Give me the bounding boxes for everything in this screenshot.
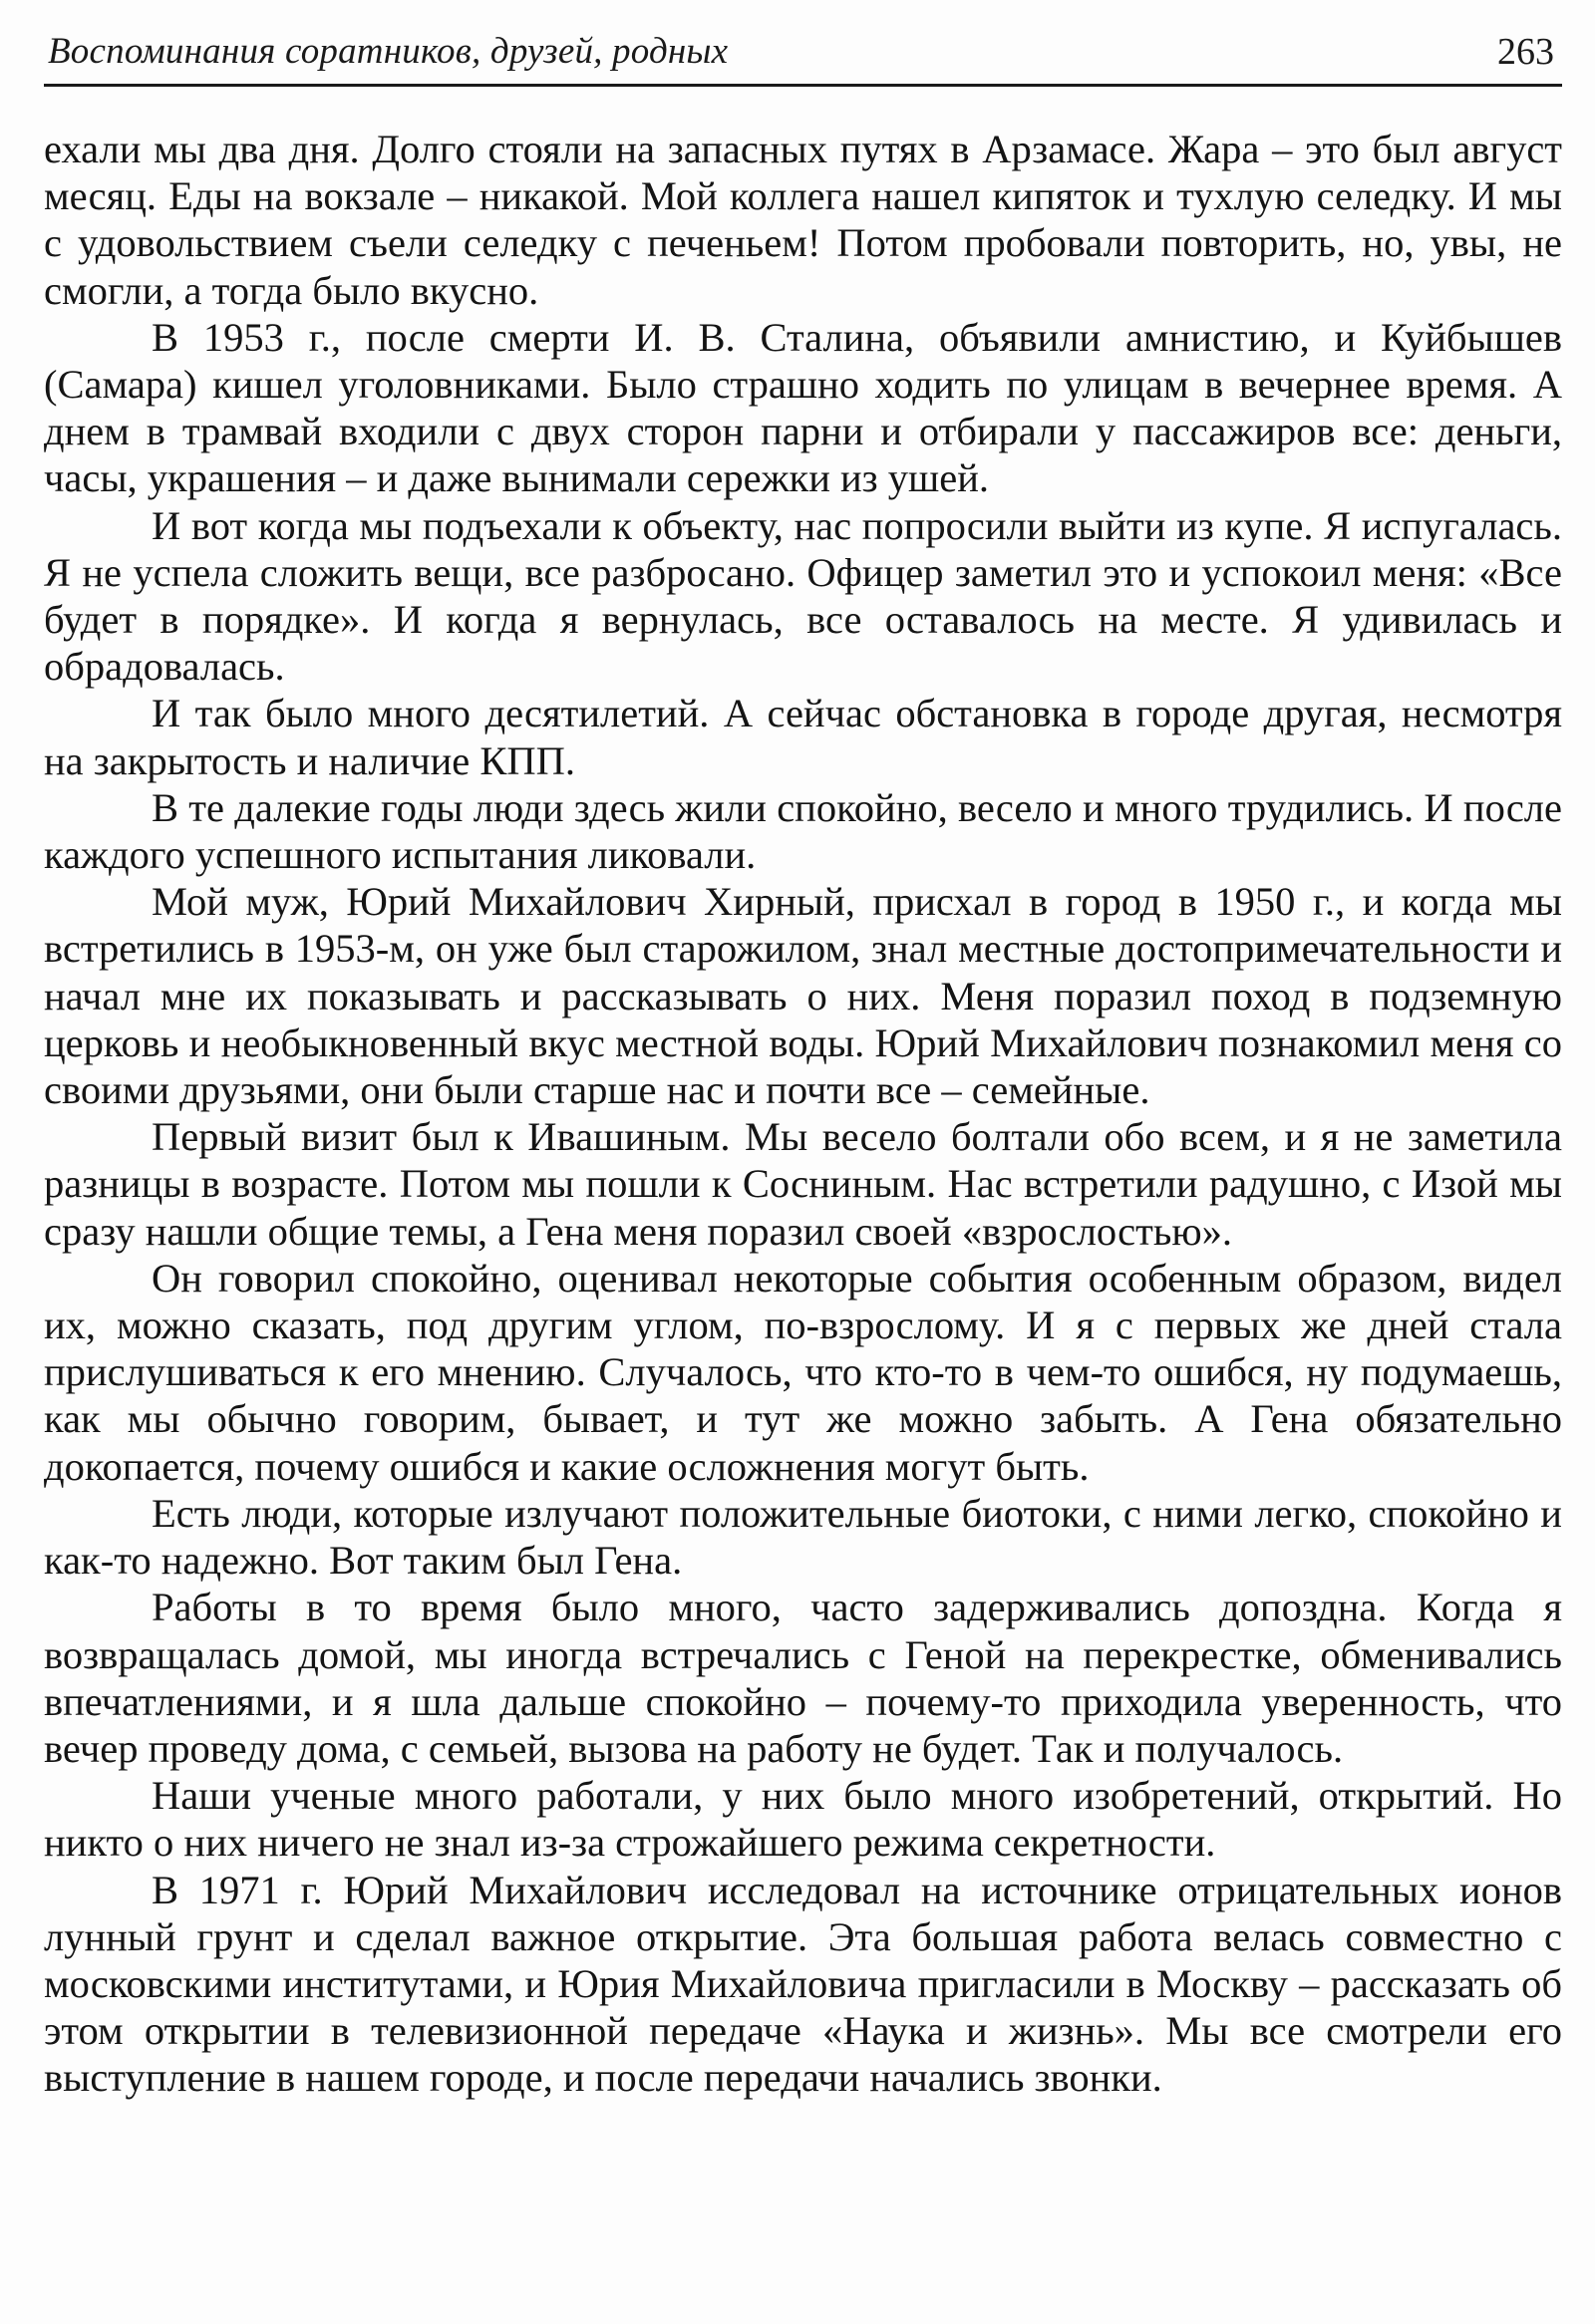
paragraph: Мой муж, Юрий Михайлович Хирный, присхал в город в 1950 г., и когда мы встретились в 1953-м, он уже был старожилом, знал местные достопримечательности и начал мне их показывать и рассказывать о них. Меня поразил поход в подземную церковь и необыкновенный вкус местной воды. Юрий Михайлович познакомил меня со своими друзьями, они были старше нас и почти все – семейные. <box>44 879 1562 1113</box>
paragraph: В те далекие годы люди здесь жили спокойно, весело и много трудились. И после каждого успешного испытания ликовали. <box>44 784 1562 878</box>
paragraph: Он говорил спокойно, оценивал некоторые события особенным образом, видел их, можно сказать, под другим углом, по-взрослому. И я с первых же дней стала прислушиваться к его мнению. Случалось, что кто-то в чем-то ошибся, ну подумаешь, как мы обычно говорим, бывает, и тут же можно забыть. А Гена обязательно докопается, почему ошибся и какие осложнения могут быть. <box>44 1255 1562 1489</box>
paragraph: Работы в то время было много, часто задерживались допоздна. Когда я возвращалась домой, мы иногда встречались с Геной на перекрестке, обменивались впечатлениями, и я шла дальше спокойно – почему-то приходила уверенность, что вечер проведу дома, с семьей, вызова на работу не будет. Так и получалось. <box>44 1585 1562 1771</box>
paragraph: И вот когда мы подъехали к объекту, нас попросили выйти из купе. Я испугалась. Я не успела сложить вещи, все разбросано. Офицер заметил это и успокоил меня: «Все будет в порядке». И когда я вернулась, все оставалось на месте. Я удивилась и обрадовалась. <box>44 502 1562 690</box>
paragraph: В 1971 г. Юрий Михайлович исследовал на источнике отрицательных ионов лунный грунт и сделал важное открытие. Эта большая работа велась совместно с московскими институтами, и Юрия Михайловича пригласили в Москву – рассказать об этом открытии в телевизионной передаче «Наука и жизнь». Мы все смотрели его выступление в нашем городе, и после передачи начались звонки. <box>44 1867 1562 2101</box>
paragraph: В 1953 г., после смерти И. В. Сталина, объявили амнистию, и Куйбышев (Самара) кишел уголовниками. Было страшно ходить по улицам в вечернее время. А днем в трамвай входили с двух сторон парни и отбирали у пассажиров все: деньги, часы, украшения – и даже вынимали сережки из ушей. <box>44 314 1562 501</box>
paragraph: Наши ученые много работали, у них было много изобретений, открытий. Но никто о них ничего не знал из-за строжайшего режима секретности. <box>44 1773 1562 1866</box>
body-text <box>44 126 1562 2298</box>
running-header <box>44 22 1562 87</box>
paragraph: Первый визит был к Ивашиным. Мы весело болтали обо всем, и я не заметила разницы в возрасте. Потом мы пошли к Сосниным. Нас встретили радушно, с Изой мы сразу нашли общие темы, а Гена меня поразил своей «взрослостью». <box>44 1114 1562 1254</box>
running-title: Воспоминания соратников, друзей, родных <box>48 31 729 72</box>
paragraph: Есть люди, которые излучают положительные биотоки, с ними легко, спокойно и как-то надежно. Вот таким был Гена. <box>44 1490 1562 1584</box>
paragraph: И так было много десятилетий. А сейчас обстановка в городе другая, несмотря на закрытость и наличие КПП. <box>44 691 1562 783</box>
paragraph: ехали мы два дня. Долго стояли на запасных путях в Арзамасе. Жара – это был август месяц. Еды на вокзале – никакой. Мой коллега нашел кипяток и тухлую селедку. И мы с удовольствием съели селедку с печеньем! Потом пробовали повторить, но, увы, не смогли, а тогда было вкусно. <box>44 127 1562 313</box>
page-number: 263 <box>1497 31 1554 73</box>
